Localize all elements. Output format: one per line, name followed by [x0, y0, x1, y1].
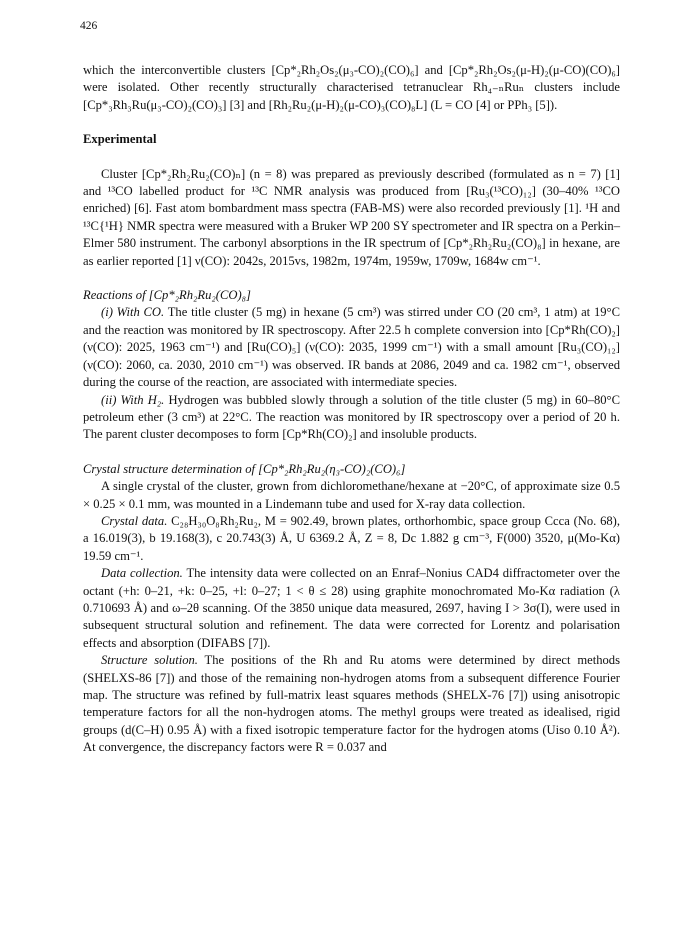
spacer — [83, 444, 620, 461]
reactions-heading: Reactions of [Cp*₂Rh₂Ru₂(CO)₈] — [83, 288, 251, 303]
crystal-data-paragraph — [83, 513, 620, 565]
reaction-h2-label: (ii) With H₂. — [101, 392, 165, 407]
crystal-intro: A single crystal of the cluster, grown from dichloromethane/hexane at −20°C, of approximate size 0.5 × 0.25 × 0.1 mm, was mounted in a Lindemann tube and used for X-ray data collection. — [83, 479, 620, 511]
structure-solution-paragraph — [83, 652, 620, 756]
experimental-paragraph: Cluster [Cp*₂Rh₂Ru₂(CO)ₙ] (n = 8) was prepared as previously described (formulated as n = 7) [1] and ¹³CO labelled product for ¹³C NMR analysis was produced from [Ru₃(¹³CO)₁₂] (30–40% ¹³CO enriched) [6]. Fast atom bombardment mass spectra (FAB-MS) were also recorded previously [1]. ¹H and ¹³C{¹H} NMR spectra were measured with a Bruker WP 200 SY spectrometer and IR spectra on a Perkin–Elmer 580 instrument. The carbonyl absorptions in the IR spectrum of [Cp*₂Rh₂Ru₂(CO)₈] in hexane, are as earlier reported [1] ν(CO): 2042s, 2015vs, 1982m, 1974m, 1959w, 1709w, 1684w cm⁻¹. — [83, 166, 620, 268]
spacer — [83, 270, 620, 287]
page-number: 426 — [80, 20, 98, 32]
intro-paragraph: which the interconvertible clusters [Cp*₂Rh₂Os₂(μ₃-CO)₂(CO)₆] and [Cp*₂Rh₂Os₂(μ-H)₂(μ-CO)(CO)₆] were isolated. Other recently structurally characterised tetranuclear Rh₄₋ₙRuₙ clusters include [Cp*₃Rh₃Ru(μ₃-CO)₂(CO)₃] [3] and [Rh₂Ru₂(μ-H)₂(μ-CO)₃(CO)₈L] (L = CO [4] or PPh₃ [5]). — [83, 63, 620, 112]
data-collection-label: Data collection. — [101, 566, 183, 581]
data-collection-paragraph — [83, 565, 620, 652]
reaction-co-paragraph — [83, 304, 620, 391]
structure-solution-text: The positions of the Rh and Ru atoms were determined by direct methods (SHELXS-86 [7]) and those of the remaining non-hydrogen atoms from a subsequent difference Fourier map. The structure was refined by full-matrix least squares methods (SHELX-76 [7]) using anisotropic temperature factors for all the non-hydrogen atoms. The methyl groups were treated as idealised, rigid groups (d(C–H) 0.95 Å) with a fixed isotropic temperature factor for the hydrogen atoms (Uiso 0.10 Å²). At convergence, the discrepancy factors were R = 0.037 and — [83, 653, 620, 755]
crystal-data-text: C₂₈H₃₀O₈Rh₂Ru₂, M = 902.49, brown plates, orthorhombic, space group Ccca (No. 68), a 16.019(3), b 19.168(3), c 20.743(3) Å, U 6369.2 Å, Z = 8, Dc 1.882 g cm⁻³, F(000) 3520, μ(Mo-Kα) 19.59 cm⁻¹. — [83, 513, 621, 563]
reaction-h2-text: Hydrogen was bubbled slowly through a solution of the title cluster (5 mg) in 60–80°C petroleum ether (3 cm³) at 22°C. The reaction was monitored by IR spectroscopy over a period of 20 h. The parent cluster decomposes to form [Cp*Rh(CO)₂] and insoluble products. — [83, 392, 620, 442]
data-collection-text: The intensity data were collected on an Enraf–Nonius CAD4 diffractometer over the octant (+h: 0–21, +k: 0–25, +l: 0–27; 1 < θ ≤ 28) using graphite monochromated Mo-Kα radiation (λ 0.710693 Å) and ω–2θ scanning. Of the 3850 unique data measured, 2697, having I > 3σ(I), were used in subsequent structural solution and refinement. The data were corrected for Lorentz and polarisation effects and absorption (DIFABS [7]). — [83, 566, 621, 650]
reaction-h2-paragraph — [83, 392, 620, 444]
experimental-heading: Experimental — [83, 132, 157, 147]
spacer — [83, 149, 620, 166]
spacer — [83, 114, 620, 131]
crystal-data-label: Crystal data. — [101, 513, 168, 528]
reaction-co-text: The title cluster (5 mg) in hexane (5 cm³) was stirred under CO (20 cm³, 1 atm) at 19°C and the reaction was monitored by IR spectroscopy. After 22.5 h complete conversion into [Cp*Rh(CO)₂] (ν(CO): 2025, 1963 cm⁻¹) and [Ru(CO)₅] (ν(CO): 2035, 1999 cm⁻¹) with a small amount [Ru₃(CO)₁₂] (ν(CO): 2060, ca. 2030, 2010 cm⁻¹) was observed. IR bands at 2086, 2049 and ca. 1982 cm⁻¹, observed during the course of the reaction, are associated with intermediate species. — [83, 305, 620, 390]
structure-solution-label: Structure solution. — [101, 653, 198, 668]
body-text — [83, 62, 620, 757]
crystal-heading: Crystal structure determination of [Cp*₂Rh₂Ru₂(η₃-CO)₂(CO)₆] — [83, 461, 406, 476]
reaction-co-label: (i) With CO. — [101, 305, 165, 320]
